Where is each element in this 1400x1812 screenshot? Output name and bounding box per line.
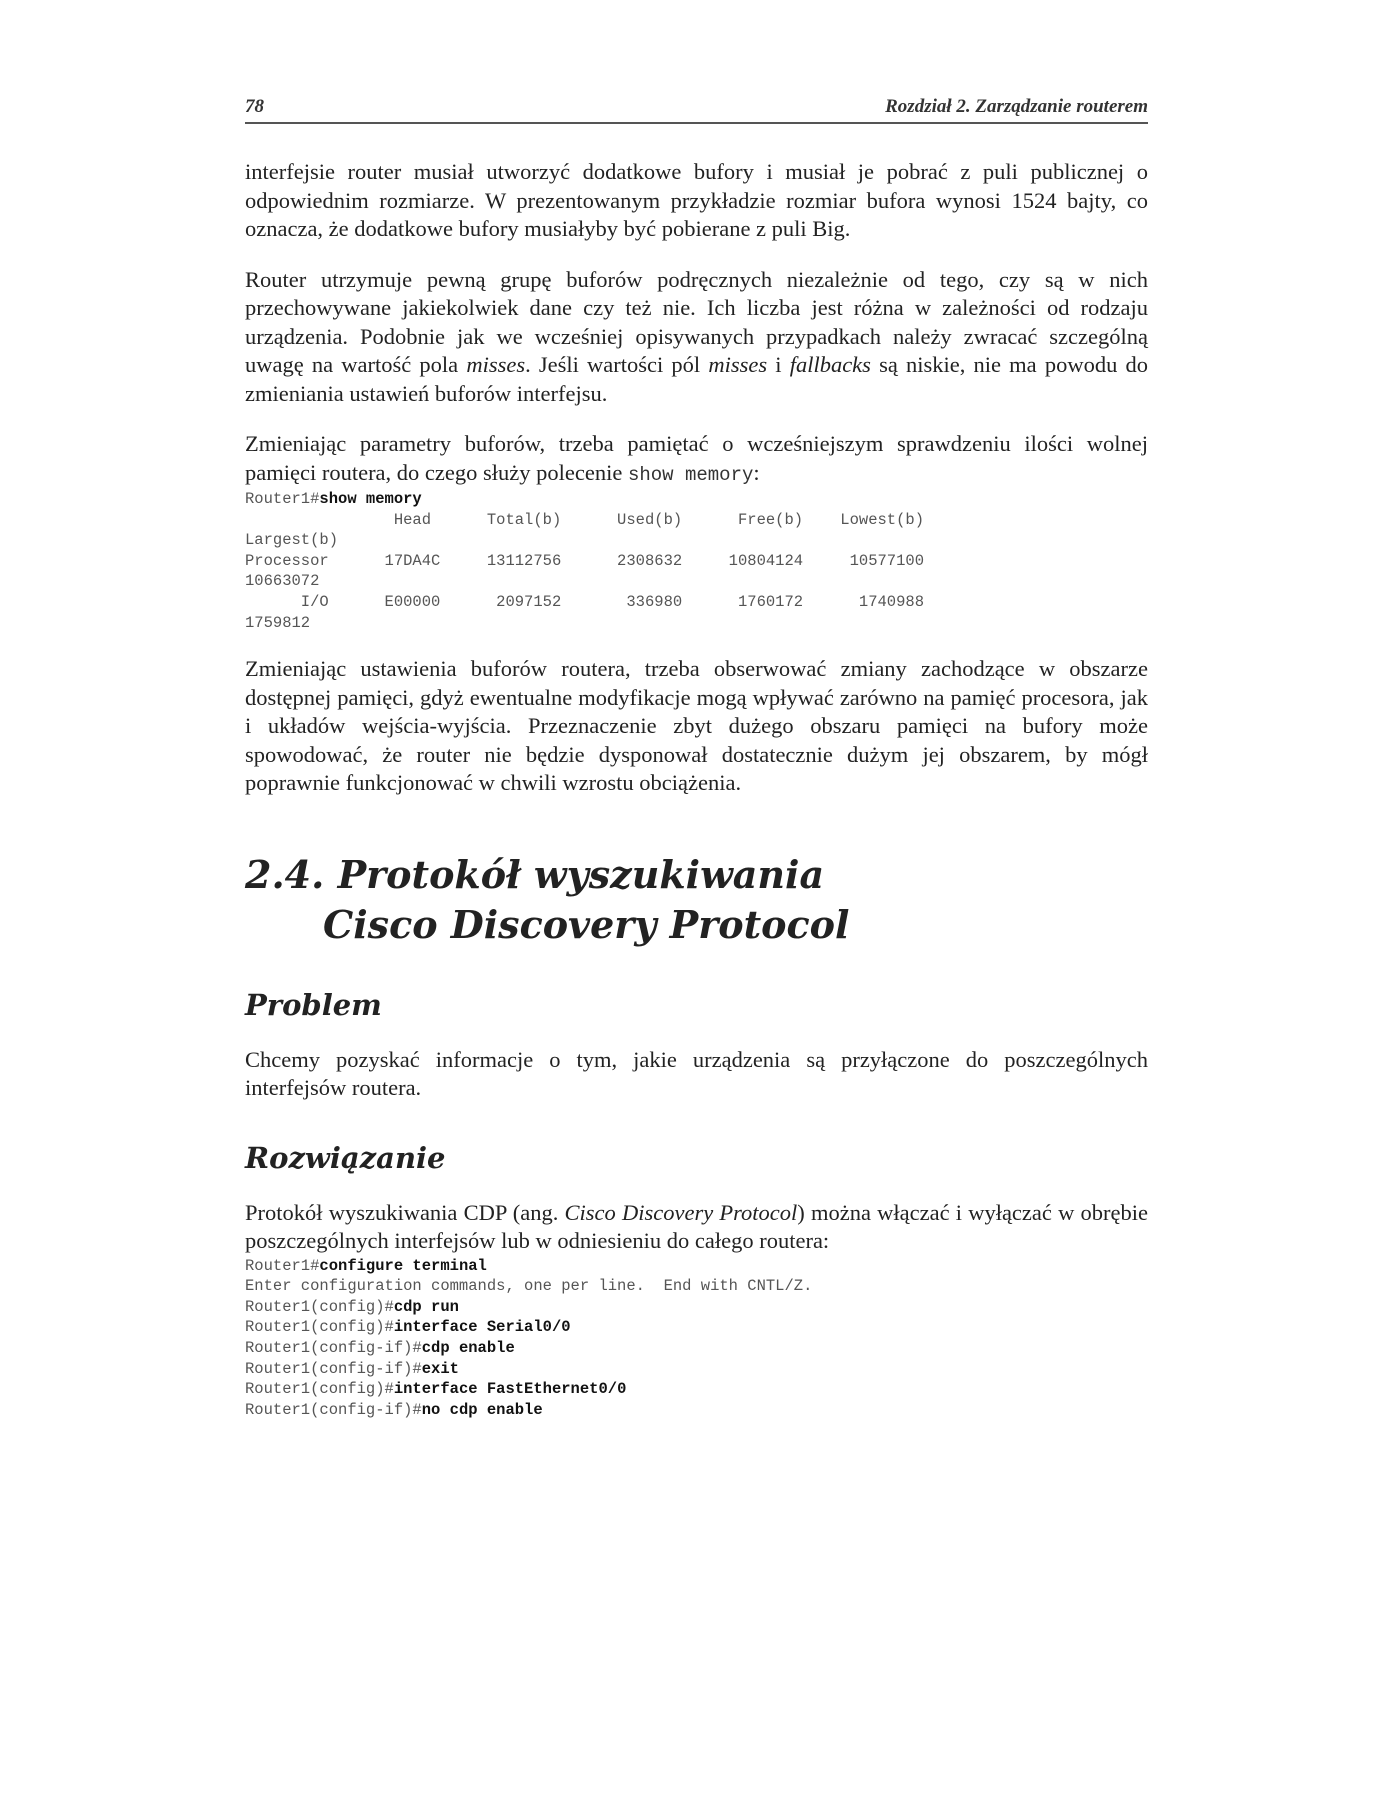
code-command: interface Serial0/0 [393, 1318, 571, 1337]
text-run: : [753, 459, 760, 485]
code-line: Processor 17DA4C 13112756 2308632 10804124 10577100 [245, 551, 925, 570]
code-command: configure terminal [319, 1256, 487, 1275]
text-run: ) można włączać i wyłączać w obrębie poszczególnych interfejsów lub w odniesieniu do całego routera: [245, 1199, 1148, 1254]
code-line [245, 1277, 812, 1295]
italic-term: fallbacks [789, 352, 871, 377]
code-line: 1759812 [245, 613, 311, 632]
code-line [245, 1380, 626, 1398]
code-line [245, 1401, 543, 1419]
italic-term: misses [708, 352, 768, 377]
code-line: Largest(b) [245, 531, 339, 550]
code-prompt: Router1(config-if)# [245, 1400, 422, 1419]
code-prompt: Router1(config)# [245, 1297, 394, 1316]
inline-command: show memory [627, 463, 754, 486]
text-run: Zmieniając parametry buforów, trzeba pamiętać o wcześniejszym sprawdzeniu ilości wolnej pamięci routera, do czego służy polecenie [245, 431, 1148, 485]
code-block-show-memory [245, 489, 1148, 633]
code-block-cdp [245, 1256, 1148, 1421]
code-line [245, 1360, 459, 1378]
code-line: I/O E00000 2097152 336980 1760172 1740988 [245, 592, 925, 611]
code-prompt: Router1(config-if)# [245, 1339, 422, 1358]
running-header [245, 96, 1148, 124]
code-line: 10663072 [245, 572, 320, 591]
text-run: . Jeśli wartości pól [525, 352, 709, 377]
italic-term: misses [466, 352, 526, 377]
paragraph-solution [245, 1199, 1148, 1256]
code-line: Head Total(b) Used(b) Free(b) Lowest(b) [245, 510, 925, 529]
code-prompt: Router1# [245, 1256, 320, 1275]
code-command: show memory [319, 490, 422, 508]
paragraph-memory-warning: Zmieniając ustawienia buforów routera, trzeba obserwować zmiany zachodzące w obszarze dostępnej pamięci, gdyż ewentualne modyfikacje mogą wpływać zarówno na pamięć procesora, jak i układów wejścia-wyjścia. Przeznaczenie zbyt dużego obszaru pamięci na bufory może spowodować, że router nie będzie dysponował dostatecznie dużym jej obszarem, by mógł poprawnie funkcjonować w chwili wzrostu obciążenia. [245, 656, 1148, 796]
code-command: exit [421, 1359, 459, 1378]
book-page [245, 96, 1148, 1420]
code-prompt: Router1# [245, 490, 320, 508]
paragraph-problem: Chcemy pozyskać informacje o tym, jakie urządzenia są przyłączone do poszczególnych interfejsów routera. [245, 1046, 1148, 1101]
paragraph-memory-check [245, 430, 1148, 489]
paragraph-buffer-cache [245, 266, 1148, 409]
code-command: cdp run [393, 1297, 459, 1316]
section-title-line-1: 2.4. Protokół wyszukiwania [245, 851, 825, 897]
text-run: Router utrzymuje pewną grupę buforów podręcznych niezależnie od tego, czy są w nich przechowywane jakiekolwiek dane czy też nie. Ich liczba jest różna w zależności od rodzaju urządzenia. Podobnie jak we wcześniej opisywanych przypadkach należy zwracać szczególną uwagę na wartość pola [245, 266, 1148, 377]
code-line [245, 1298, 459, 1316]
code-prompt: Router1(config)# [245, 1318, 394, 1337]
code-prompt: Router1(config)# [245, 1380, 394, 1399]
page-number: 78 [245, 96, 264, 117]
code-prompt: Enter configuration commands, one per line. End with CNTL/Z. [245, 1277, 813, 1296]
code-command: cdp enable [421, 1339, 515, 1358]
code-line [245, 1339, 515, 1357]
chapter-title: Rozdział 2. Zarządzanie routerem [885, 96, 1148, 117]
code-prompt: Router1(config-if)# [245, 1359, 422, 1378]
section-heading [245, 850, 1148, 950]
text-run: i [767, 352, 790, 377]
text-run: są niskie, nie ma powodu do zmieniania ustawień buforów interfejsu. [245, 352, 1148, 406]
code-command: interface FastEthernet0/0 [393, 1380, 627, 1399]
solution-heading: Rozwiązanie [245, 1140, 446, 1175]
text-run: Protokół wyszukiwania CDP (ang. [245, 1199, 565, 1225]
problem-heading: Problem [245, 987, 382, 1022]
paragraph-buffers-pool: interfejsie router musiał utworzyć dodatkowe bufory i musiał je pobrać z puli publicznej o odpowiednim rozmiarze. W prezentowanym przykładzie rozmiar bufora wynosi 1524 bajty, co oznacza, że dodatkowe bufory musiałyby być pobierane z puli Big. [245, 159, 1148, 241]
code-line [245, 1257, 487, 1275]
code-line [245, 1318, 571, 1336]
code-command: no cdp enable [421, 1400, 543, 1419]
section-title-line-2: Cisco Discovery Protocol [323, 901, 850, 947]
italic-term: Cisco Discovery Protocol [564, 1199, 798, 1225]
